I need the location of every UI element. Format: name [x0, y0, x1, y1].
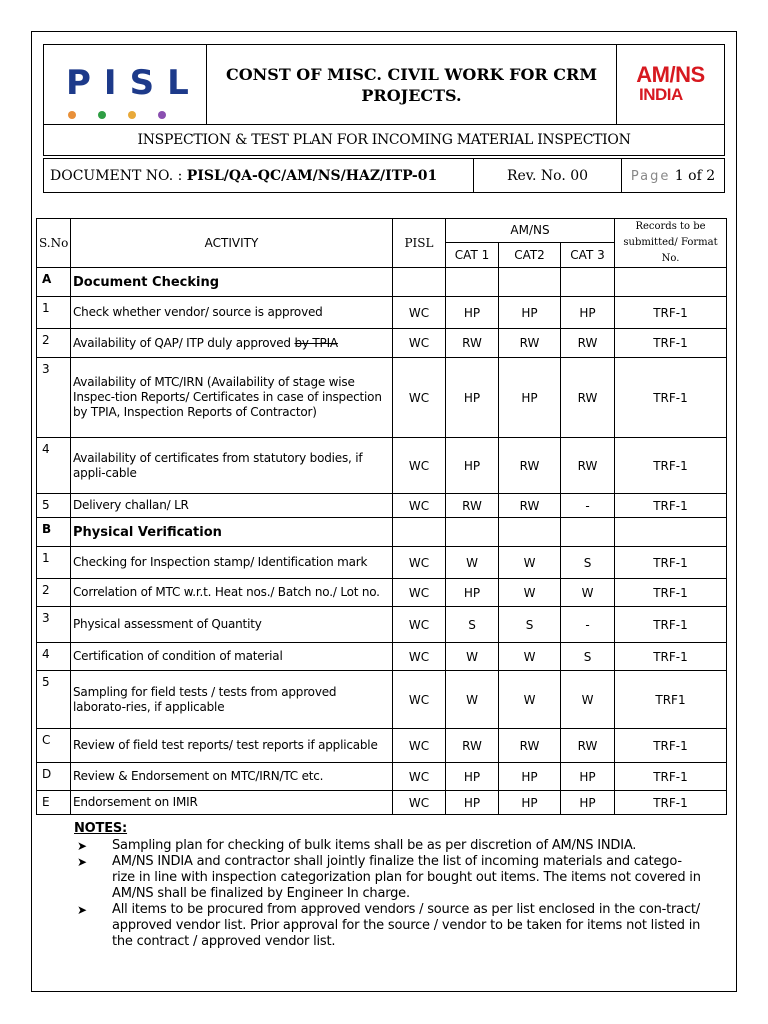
column-header-pisl: PISL [393, 219, 446, 268]
notes-title: NOTES: [74, 821, 128, 836]
note-item: ➤ AM/NS INDIA and contractor shall jointly finalize the list of incoming materials and catego-rize in line with inspection categorization plan for bought out items. The items not covered in AM/NS shall be finalized by Engineer In charge. [77, 854, 701, 901]
row-pisl: WC [393, 643, 446, 671]
row-cat3: HP [561, 297, 615, 329]
arrow-bullet-icon: ➤ [77, 855, 87, 869]
table-row [37, 671, 727, 729]
arrow-bullet-icon: ➤ [77, 903, 87, 917]
row-sno: E [37, 791, 71, 815]
logo-dot-yellow [128, 111, 136, 119]
empty-cell [446, 518, 499, 547]
table-row [37, 729, 727, 763]
table-row [37, 518, 727, 547]
table-body [37, 268, 727, 815]
row-cat1: W [446, 671, 499, 729]
row-cat3: - [561, 494, 615, 518]
inspection-table [36, 218, 727, 815]
arrow-bullet-icon: ➤ [77, 839, 87, 853]
row-pisl: WC [393, 329, 446, 358]
row-activity: Check whether vendor/ source is approved [71, 297, 393, 329]
row-records: TRF-1 [615, 297, 727, 329]
row-cat2: HP [499, 358, 561, 438]
row-activity: Physical assessment of Quantity [71, 607, 393, 643]
document-subtitle: INSPECTION & TEST PLAN FOR INCOMING MATERIAL INSPECTION [44, 125, 725, 156]
row-activity: Certification of condition of material [71, 643, 393, 671]
row-activity: Availability of QAP/ ITP duly approved by TPIA [71, 329, 393, 358]
pisl-logo [44, 45, 207, 125]
row-cat3: HP [561, 763, 615, 791]
column-header-cat2: CAT2 [499, 242, 561, 267]
row-records: TRF-1 [615, 438, 727, 494]
row-records: TRF-1 [615, 547, 727, 579]
table-row [37, 329, 727, 358]
amns-logo-text: AM/NS INDIA [636, 61, 705, 104]
row-pisl: WC [393, 358, 446, 438]
empty-cell [615, 518, 727, 547]
row-records: TRF-1 [615, 607, 727, 643]
table-row [37, 438, 727, 494]
row-sno: 1 [37, 547, 71, 579]
row-cat2: RW [499, 729, 561, 763]
row-cat2: W [499, 671, 561, 729]
table-row [37, 547, 727, 579]
document-title: CONST OF MISC. CIVIL WORK FOR CRM PROJECTS. [207, 45, 617, 125]
table-row [37, 763, 727, 791]
column-header-cat3: CAT 3 [561, 242, 615, 267]
row-activity: Availability of certificates from statutory bodies, if appli-cable [71, 438, 393, 494]
table-row [37, 607, 727, 643]
row-pisl: WC [393, 438, 446, 494]
row-cat1: HP [446, 438, 499, 494]
row-cat1: HP [446, 763, 499, 791]
row-cat3: RW [561, 729, 615, 763]
row-sno: C [37, 729, 71, 763]
column-header-activity: ACTIVITY [71, 219, 393, 268]
row-cat3: HP [561, 791, 615, 815]
row-activity: Availability of MTC/IRN (Availability of stage wise Inspec-tion Reports/ Certificates in case of inspection by TPIA, Inspection Reports of Contractor) [71, 358, 393, 438]
empty-cell [499, 268, 561, 297]
row-sno: 1 [37, 297, 71, 329]
row-records: TRF-1 [615, 643, 727, 671]
amns-logo [617, 45, 725, 125]
row-activity: Delivery challan/ LR [71, 494, 393, 518]
row-pisl: WC [393, 671, 446, 729]
logo-dot-purple [158, 111, 166, 119]
row-cat3: S [561, 643, 615, 671]
row-cat3: RW [561, 329, 615, 358]
note-item: ➤ Sampling plan for checking of bulk items shall be as per discretion of AM/NS INDIA. [77, 838, 637, 853]
row-sno: D [37, 763, 71, 791]
row-sno: 2 [37, 329, 71, 358]
row-cat2: RW [499, 329, 561, 358]
table-row [37, 791, 727, 815]
row-cat3: - [561, 607, 615, 643]
pisl-logo-dots [68, 104, 188, 123]
row-activity: Review & Endorsement on MTC/IRN/TC etc. [71, 763, 393, 791]
row-cat1: W [446, 643, 499, 671]
row-pisl: WC [393, 547, 446, 579]
row-cat2: W [499, 579, 561, 607]
row-cat2: HP [499, 763, 561, 791]
row-records: TRF-1 [615, 791, 727, 815]
empty-cell [561, 518, 615, 547]
empty-cell [615, 268, 727, 297]
row-cat1: HP [446, 297, 499, 329]
row-sno: B [37, 518, 71, 547]
column-header-cat1: CAT 1 [446, 242, 499, 267]
row-cat3: RW [561, 358, 615, 438]
table-row [37, 643, 727, 671]
empty-cell [446, 268, 499, 297]
section-heading: Document Checking [71, 268, 393, 297]
column-header-sno: S.No [37, 219, 71, 268]
row-cat2: W [499, 643, 561, 671]
row-pisl: WC [393, 579, 446, 607]
row-cat3: RW [561, 438, 615, 494]
document-number-row [43, 158, 725, 193]
struck-text: by TPIA [294, 335, 338, 350]
row-pisl: WC [393, 729, 446, 763]
document-number: DOCUMENT NO. : PISL/QA-QC/AM/NS/HAZ/ITP-01 [44, 159, 474, 193]
column-header-records: Records to be submitted/ Format No. [615, 219, 727, 268]
row-records: TRF-1 [615, 494, 727, 518]
row-activity: Review of field test reports/ test reports if applicable [71, 729, 393, 763]
row-records: TRF-1 [615, 358, 727, 438]
row-cat2: RW [499, 438, 561, 494]
logo-dot-green [98, 111, 106, 119]
row-activity: Endorsement on IMIR [71, 791, 393, 815]
table-row [37, 579, 727, 607]
revision-number: Rev. No. 00 [474, 159, 622, 193]
row-sno: 5 [37, 671, 71, 729]
row-sno: A [37, 268, 71, 297]
row-pisl: WC [393, 763, 446, 791]
row-cat2: HP [499, 297, 561, 329]
table-row [37, 494, 727, 518]
row-pisl: WC [393, 791, 446, 815]
logo-dot-orange [68, 111, 76, 119]
row-pisl: WC [393, 494, 446, 518]
row-pisl: WC [393, 607, 446, 643]
empty-cell [561, 268, 615, 297]
section-heading: Physical Verification [71, 518, 393, 547]
notes-section [74, 821, 704, 950]
table-row [37, 268, 727, 297]
empty-cell [499, 518, 561, 547]
row-cat2: HP [499, 791, 561, 815]
row-cat1: W [446, 547, 499, 579]
document-header [43, 44, 725, 156]
row-records: TRF1 [615, 671, 727, 729]
row-sno: 4 [37, 438, 71, 494]
row-records: TRF-1 [615, 729, 727, 763]
page-number: Page 1 of 2 [622, 159, 725, 193]
row-sno: 3 [37, 607, 71, 643]
empty-cell [393, 518, 446, 547]
note-item: ➤ All items to be procured from approved vendors / source as per list enclosed in the con-tract/ approved vendor list. Prior approval for the source / vendor to be taken for items not listed in the contract / approved vendor list. [77, 902, 701, 949]
row-sno: 3 [37, 358, 71, 438]
row-cat1: HP [446, 579, 499, 607]
empty-cell [393, 268, 446, 297]
row-activity: Checking for Inspection stamp/ Identification mark [71, 547, 393, 579]
row-sno: 2 [37, 579, 71, 607]
row-cat2: RW [499, 494, 561, 518]
table-row [37, 358, 727, 438]
row-cat1: HP [446, 791, 499, 815]
row-cat3: S [561, 547, 615, 579]
row-activity: Correlation of MTC w.r.t. Heat nos./ Batch no./ Lot no. [71, 579, 393, 607]
row-records: TRF-1 [615, 579, 727, 607]
row-sno: 5 [37, 494, 71, 518]
row-sno: 4 [37, 643, 71, 671]
row-cat1: S [446, 607, 499, 643]
row-records: TRF-1 [615, 763, 727, 791]
row-cat2: S [499, 607, 561, 643]
row-cat1: RW [446, 494, 499, 518]
row-cat1: HP [446, 358, 499, 438]
table-row [37, 297, 727, 329]
row-cat2: W [499, 547, 561, 579]
row-activity: Sampling for field tests / tests from approved laborato-ries, if applicable [71, 671, 393, 729]
row-cat1: RW [446, 329, 499, 358]
row-cat3: W [561, 579, 615, 607]
row-cat3: W [561, 671, 615, 729]
row-pisl: WC [393, 297, 446, 329]
column-header-amns: AM/NS [446, 219, 615, 243]
pisl-logo-text: PISL [66, 63, 202, 103]
row-cat1: RW [446, 729, 499, 763]
row-records: TRF-1 [615, 329, 727, 358]
